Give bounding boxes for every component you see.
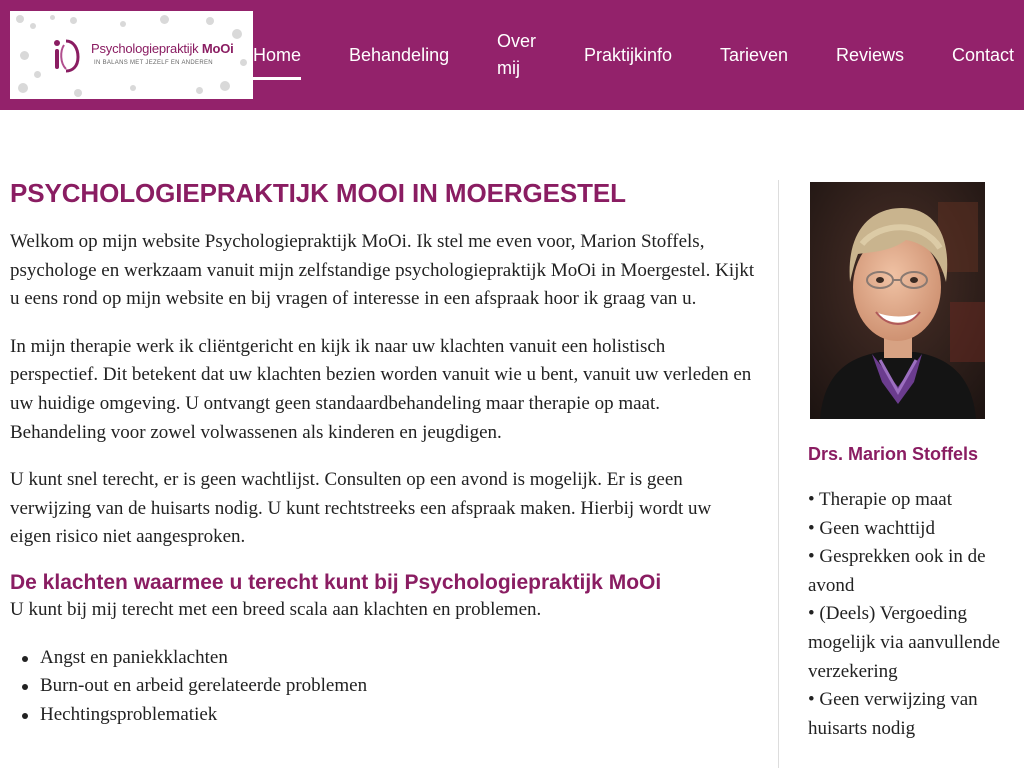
nav-praktijkinfo[interactable]: Praktijkinfo <box>584 45 673 65</box>
site-header <box>0 0 1024 110</box>
usp-list <box>808 486 1020 743</box>
klachten-list <box>10 644 755 730</box>
nav-behandeling[interactable]: Behandeling <box>349 45 450 65</box>
sidebar-name: Drs. Marion Stoffels <box>808 444 979 464</box>
column-divider <box>778 180 779 768</box>
nav-home[interactable]: Home <box>253 42 301 69</box>
logo-title: Psychologiepraktijk MoOi <box>91 41 234 56</box>
list-item: • Gesprekken ook in de avond <box>808 546 986 596</box>
logo-mark-icon <box>48 35 84 75</box>
nav-over-mij[interactable]: Over mij <box>497 31 537 78</box>
logo-tagline: IN BALANS MET JEZELF EN ANDEREN <box>94 60 213 66</box>
list-item: • Geen verwijzing van huisarts nodig <box>808 689 978 739</box>
portrait-photo <box>810 182 985 419</box>
sidebar <box>808 182 1020 743</box>
main-content <box>10 178 755 729</box>
page-title: PSYCHOLOGIEPRAKTIJK MOOI IN MOERGESTEL <box>10 178 626 208</box>
list-item: Angst en paniekklachten <box>10 644 755 673</box>
intro-paragraph: Welkom op mijn website Psychologiepraktijk MoOi. Ik stel me even voor, Marion Stoffels, psychologe en werkzaam vanuit mijn zelfstandige psychologiepraktijk MoOi in Moergestel. Kijkt u eens rond op mijn website en bij vragen of interesse in een afspraak hoor ik graag van u. <box>10 231 755 310</box>
logo[interactable] <box>10 11 253 99</box>
list-item: Burn-out en arbeid gerelateerde problemen <box>10 672 755 701</box>
availability-paragraph: U kunt snel terecht, er is geen wachtlijst. Consulten op een avond is mogelijk. Er is geen verwijzing van de huisarts nodig. U kunt rechtstreeks een afspraak maken. Hierbij wordt uw eigen risico niet aangesproken. <box>10 469 712 548</box>
therapy-paragraph: In mijn therapie werk ik cliëntgericht en kijk ik naar uw klachten vanuit een holistisch perspectief. Dit betekent dat uw klachten bezien worden vanuit wie u bent, vanuit uw verleden en uw huidige omgeving. U ontvangt geen standaardbehandeling maar therapie op maat. Behandeling voor zowel volwassenen als kinderen en jeugdigen. <box>10 335 752 443</box>
nav-reviews[interactable]: Reviews <box>836 45 905 65</box>
klachten-heading: De klachten waarmee u terecht kunt bij Psychologiepraktijk MoOi <box>10 570 662 594</box>
list-item: Hechtingsproblematiek <box>10 701 755 730</box>
list-item: • Therapie op maat <box>808 489 952 510</box>
list-item: • (Deels) Vergoeding mogelijk via aanvullende verzekering <box>808 603 1001 682</box>
list-item: • Geen wachttijd <box>808 517 935 539</box>
nav-contact[interactable]: Contact <box>952 45 1015 65</box>
klachten-intro: U kunt bij mij terecht met een breed scala aan klachten en problemen. <box>10 598 542 620</box>
nav-tarieven[interactable]: Tarieven <box>720 45 789 65</box>
